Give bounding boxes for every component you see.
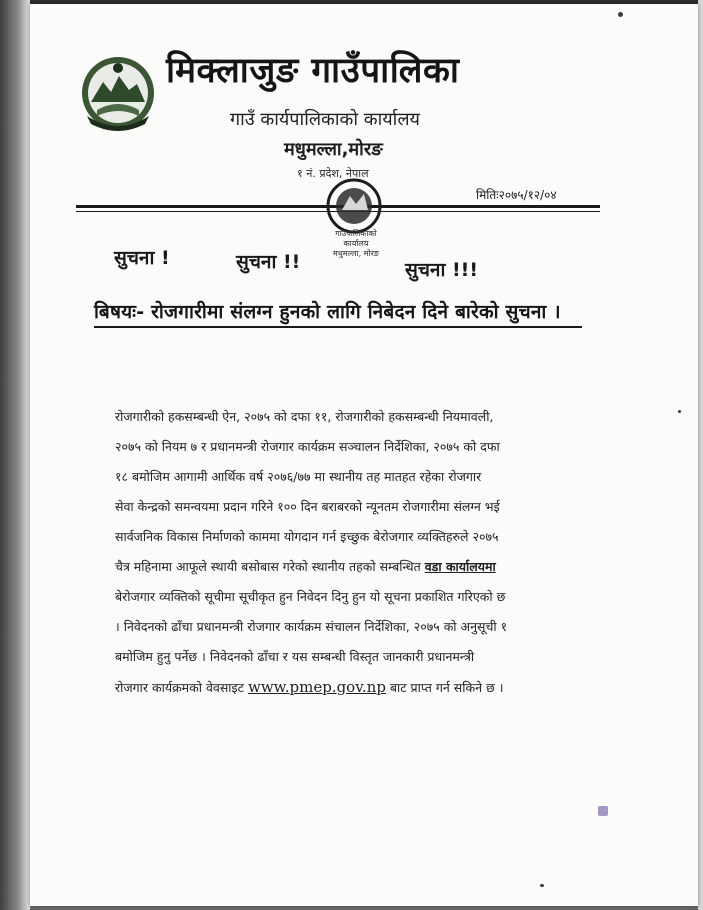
subject-line: बिषयः- रोजगारीमा संलग्न हुनको लागि निबेदन दिने बारेको सुचना । [94,301,561,323]
body-line-1: रोजगारीको हकसम्बन्धी ऐन, २०७५ को दफा ११, रोजगारीको हकसम्बन्धी नियमावली, [115,409,494,424]
scan-edge-left [0,0,30,910]
municipality-title: मिक्लाजुङ गाउँपालिका [166,51,460,91]
body-line-9: बमोजिम हुनु पर्नेछ । निवेदनको ढाँचा र यस सम्बन्धी विस्तृत जानकारी प्रधानमन्त्री [115,649,475,664]
notice-heading-3: सुचना !!! [405,259,478,281]
government-emblem-icon [79,54,157,132]
scan-speck [540,884,544,887]
notice-heading-2: सुचना !! [236,251,301,273]
document-date: मितिः२०७५/१२/०४ [476,188,557,202]
province-label: १ नं. प्रदेश, नेपाल [297,167,369,180]
office-stamp [306,166,402,262]
notice-body [115,402,615,702]
office-name: गाउँ कार्यपालिकाको कार्यालय [230,109,420,130]
body-line-4: सेवा केन्द्रको समन्वयमा प्रदान गरिने १०० दिन बराबरको न्यूनतम रोजगारीमा संलग्न भई [115,499,500,514]
body-line-6-text: चैत्र महिनामा आफूले स्थायी बसोबास गरेको स्थानीय तहको सम्बन्धित [115,559,421,574]
body-line-3: १८ बमोजिम आगामी आर्थिक वर्ष २०७६/७७ मा स्थानीय तह मातहत रहेका रोजगार [115,469,482,484]
stamp-text-3: मधुमल्ला, मोरङ [333,249,379,258]
notice-heading-1: सुचना ! [114,247,170,269]
subject-underline [94,326,582,328]
office-address: मधुमल्ला,मोरङ [284,139,383,160]
body-line-5: सार्वजनिक विकास निर्माणको काममा योगदान गर्न इच्छुक बेरोजगार व्यक्तिहरुले २०७५ [115,529,499,544]
scan-speck [618,12,623,17]
body-line-6 [115,552,615,582]
body-line-7: बेरोजगार व्यक्तिको सूचीमा सूचीकृत हुन निवेदन दिनु हुन यो सूचना प्रकाशित गरिएको छ [115,589,506,604]
scan-edge-right [698,0,703,910]
body-line-8: । निवेदनको ढाँचा प्रधानमन्त्री रोजगार कार्यक्रम संचालन निर्देशिका, २०७५ को अनुसूची १ [115,619,508,634]
body-line-2: २०७५ को नियम ७ र प्रधानमन्त्री रोजगार कार्यक्रम सञ्चालन निर्देशिका, २०७५ को दफा [115,439,500,454]
scan-speck [678,410,681,413]
body-line-10-end: बाट प्राप्त गर्न सकिने छ । [389,680,504,695]
ink-mark [598,806,608,816]
website-link[interactable]: www.pmep.gov.np [247,678,386,696]
body-line-10 [115,672,615,702]
body-line-10-text: रोजगार कार्यक्रमको वेवसाइट [115,680,244,695]
stamp-text-2: कार्यालय [343,239,369,248]
ward-office-emphasis: वडा कार्यालयमा [424,559,496,574]
stamp-text-1: गाउँपालिकाको [335,229,377,238]
